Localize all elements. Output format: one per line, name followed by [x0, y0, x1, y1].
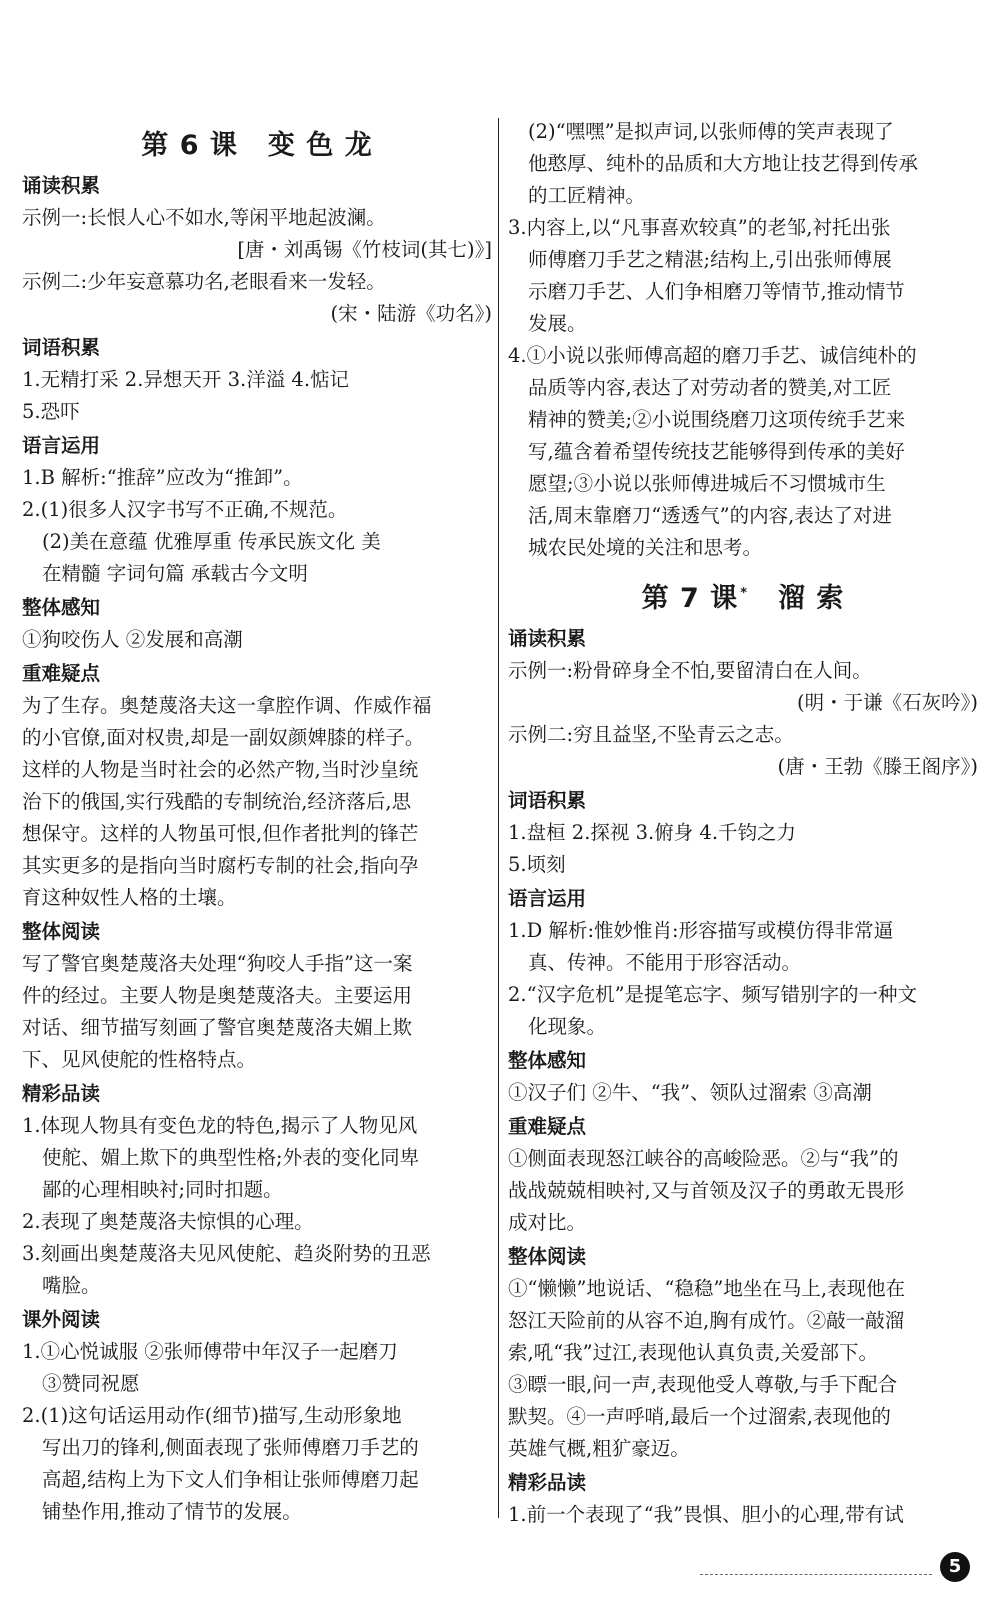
text-line: ①“懒懒”地说话、“稳稳”地坐在马上,表现他在 — [508, 1277, 906, 1300]
lesson-6-title — [22, 128, 492, 164]
section-heading: 精彩品读 — [508, 1471, 587, 1494]
text-line: ①汉子们 ②牛、“我”、领队过溜索 ③高潮 — [508, 1081, 872, 1104]
text-line: 写出刀的锋利,侧面表现了张师傅磨刀手艺的 — [42, 1436, 419, 1459]
section-heading: 词语积累 — [22, 336, 101, 359]
text-line: (唐・王勃《滕王阁序》) — [777, 755, 978, 778]
text-line: 化现象。 — [528, 1015, 607, 1038]
text-line: (明・于谦《石灰吟》) — [797, 691, 978, 714]
section-heading: 精彩品读 — [22, 1082, 101, 1105]
section — [508, 1241, 978, 1465]
text-line: 使舵、媚上欺下的典型性格;外表的变化同卑 — [42, 1146, 420, 1169]
lesson-6-name: 变 色 龙 — [267, 130, 373, 161]
text-line: 示例二:少年妄意慕功名,老眼看来一发轻。 — [22, 270, 386, 293]
section — [508, 623, 978, 783]
section-heading: 整体感知 — [508, 1049, 587, 1072]
lesson-6-sections — [22, 170, 492, 1528]
text-line: 3.刻画出奥楚蔑洛夫见风使舵、趋炎附势的丑恶 — [22, 1242, 431, 1265]
section-heading: 整体感知 — [22, 596, 101, 619]
text-line: 高超,结构上为下文人们争相让张师傅磨刀起 — [42, 1468, 419, 1491]
section-heading: 诵读积累 — [22, 174, 101, 197]
lesson-7-title — [508, 576, 978, 617]
text-line: 他憨厚、纯朴的品质和大方地让技艺得到传承 — [528, 152, 919, 175]
page-number: 5 — [940, 1552, 970, 1582]
section — [22, 1304, 492, 1528]
section-heading: 整体阅读 — [22, 920, 101, 943]
text-line: ③赞同祝愿 — [42, 1372, 140, 1395]
text-line: 5.顷刻 — [508, 853, 566, 876]
section-heading: 语言运用 — [508, 887, 587, 910]
section-heading: 重难疑点 — [508, 1115, 587, 1138]
section-heading: 整体阅读 — [508, 1245, 587, 1268]
text-line: 发展。 — [528, 312, 587, 335]
text-line: 的工匠精神。 — [528, 184, 646, 207]
text-line: 怒江天险前的从容不迫,胸有成竹。②敲一敲溜 — [508, 1309, 905, 1332]
lesson-7-number: 第 7 课 — [641, 583, 739, 614]
text-line: 1.无精打采 2.异想天开 3.洋溢 4.惦记 — [22, 368, 350, 391]
text-line: 治下的俄国,实行残酷的专制统治,经济落后,思 — [22, 790, 412, 813]
section — [22, 332, 492, 428]
text-line: 这样的人物是当时社会的必然产物,当时沙皇统 — [22, 758, 419, 781]
text-line: 件的经过。主要人物是奥楚蔑洛夫。主要运用 — [22, 984, 413, 1007]
section-heading: 诵读积累 — [508, 627, 587, 650]
text-line: 示例一:长恨人心不如水,等闲平地起波澜。 — [22, 206, 386, 229]
text-line: 索,吼“我”过江,表现他认真负责,关爱部下。 — [508, 1341, 879, 1364]
text-line: 对话、细节描写刻画了警官奥楚蔑洛夫媚上欺 — [22, 1016, 413, 1039]
section — [22, 592, 492, 656]
text-line: 写,蕴含着希望传统技艺能够得到传承的美好 — [528, 440, 905, 463]
text-line: 4.①小说以张师傅高超的磨刀手艺、诚信纯朴的 — [508, 344, 917, 367]
text-line: 3.内容上,以“凡事喜欢较真”的老邹,衬托出张 — [508, 216, 891, 239]
text-line: ①侧面表现怒江峡谷的高峻险恶。②与“我”的 — [508, 1147, 899, 1170]
text-line: (2)“嘿嘿”是拟声词,以张师傅的笑声表现了 — [528, 120, 894, 143]
text-line: 写了警官奥楚蔑洛夫处理“狗咬人手指”这一案 — [22, 952, 413, 975]
text-line: 真、传神。不能用于形容活动。 — [528, 951, 802, 974]
section — [508, 1045, 978, 1109]
section-heading: 重难疑点 — [22, 662, 101, 685]
text-line: 成对比。 — [508, 1211, 587, 1234]
text-line: 1.D 解析:惟妙惟肖:形容描写或模仿得非常逼 — [508, 919, 894, 942]
text-line: 示例一:粉骨碎身全不怕,要留清白在人间。 — [508, 659, 872, 682]
section — [22, 916, 492, 1076]
text-line: 愿望;③小说以张师傅进城后不习惯城市生 — [528, 472, 886, 495]
text-line: 示例二:穷且益坚,不坠青云之志。 — [508, 723, 794, 746]
text-line: 2.(1)很多人汉字书写不正确,不规范。 — [22, 498, 348, 521]
lesson-7-mark: * — [740, 586, 748, 601]
lesson-6-continued — [508, 116, 978, 564]
section — [508, 1467, 978, 1531]
text-line: (2)美在意蕴 优雅厚重 传承民族文化 美 — [42, 530, 381, 553]
section — [22, 430, 492, 590]
right-column — [508, 116, 978, 1531]
lesson-7-name: 溜 索 — [778, 583, 845, 614]
text-line: 1.前一个表现了“我”畏惧、胆小的心理,带有试 — [508, 1503, 904, 1526]
text-line: 想保守。这样的人物虽可恨,但作者批判的锋芒 — [22, 822, 419, 845]
text-line: 嘴脸。 — [42, 1274, 101, 1297]
text-line: 默契。④一声呼哨,最后一个过溜索,表现他的 — [508, 1405, 891, 1428]
lesson-6-number: 第 6 课 — [141, 130, 238, 161]
text-line: 5.恐吓 — [22, 400, 80, 423]
text-line: 1.盘桓 2.探视 3.俯身 4.千钧之力 — [508, 821, 797, 844]
text-line: 师傅磨刀手艺之精湛;结构上,引出张师傅展 — [528, 248, 892, 271]
text-line: 的小官僚,面对权贵,却是一副奴颜婢膝的样子。 — [22, 726, 425, 749]
text-line: 在精髓 字词句篇 承载古今文明 — [42, 562, 308, 585]
text-line: 2.表现了奥楚蔑洛夫惊惧的心理。 — [22, 1210, 314, 1233]
text-line: [唐・刘禹锡《竹枝词(其七)》] — [237, 238, 492, 261]
section — [22, 170, 492, 330]
text-line: 铺垫作用,推动了情节的发展。 — [42, 1500, 302, 1523]
section-heading: 词语积累 — [508, 789, 587, 812]
text-line: 为了生存。奥楚蔑洛夫这一拿腔作调、作威作福 — [22, 694, 432, 717]
section-heading: 语言运用 — [22, 434, 101, 457]
text-line: 战战兢兢相映衬,又与首领及汉子的勇敢无畏形 — [508, 1179, 905, 1202]
footer-dashed-rule — [700, 1574, 932, 1575]
text-line: 育这种奴性人格的土壤。 — [22, 886, 237, 909]
left-column — [22, 116, 492, 1528]
text-line: 下、见风使舵的性格特点。 — [22, 1048, 257, 1071]
text-line: 其实更多的是指向当时腐朽专制的社会,指向孕 — [22, 854, 419, 877]
section — [22, 658, 492, 914]
text-line: 鄙的心理相映衬;同时扣题。 — [42, 1178, 283, 1201]
section — [508, 883, 978, 1043]
text-line: 2.“汉字危机”是提笔忘字、频写错别字的一种文 — [508, 983, 918, 1006]
section-heading: 课外阅读 — [22, 1308, 101, 1331]
text-line: 1.①心悦诚服 ②张师傅带中年汉子一起磨刀 — [22, 1340, 398, 1363]
text-line: 活,周末靠磨刀“透透气”的内容,表达了对进 — [528, 504, 892, 527]
text-line: 1.体现人物具有变色龙的特色,揭示了人物见风 — [22, 1114, 418, 1137]
text-line: 示磨刀手艺、人们争相磨刀等情节,推动情节 — [528, 280, 905, 303]
section — [508, 785, 978, 881]
text-line: ③瞟一眼,问一声,表现他受人尊敬,与手下配合 — [508, 1373, 898, 1396]
lesson-7-sections — [508, 623, 978, 1531]
text-line: 1.B 解析:“推辞”应改为“推卸”。 — [22, 466, 303, 489]
text-line: 英雄气概,粗犷豪迈。 — [508, 1437, 690, 1460]
section — [508, 1111, 978, 1239]
text-line: 城农民处境的关注和思考。 — [528, 536, 763, 559]
section — [22, 1078, 492, 1302]
text-line: 2.(1)这句话运用动作(细节)描写,生动形象地 — [22, 1404, 402, 1427]
text-line: 精神的赞美;②小说围绕磨刀这项传统手艺来 — [528, 408, 906, 431]
text-line: (宋・陆游《功名》) — [330, 302, 492, 325]
column-divider — [498, 118, 499, 1518]
text-line: 品质等内容,表达了对劳动者的赞美,对工匠 — [528, 376, 892, 399]
text-line: ①狗咬伤人 ②发展和高潮 — [22, 628, 243, 651]
